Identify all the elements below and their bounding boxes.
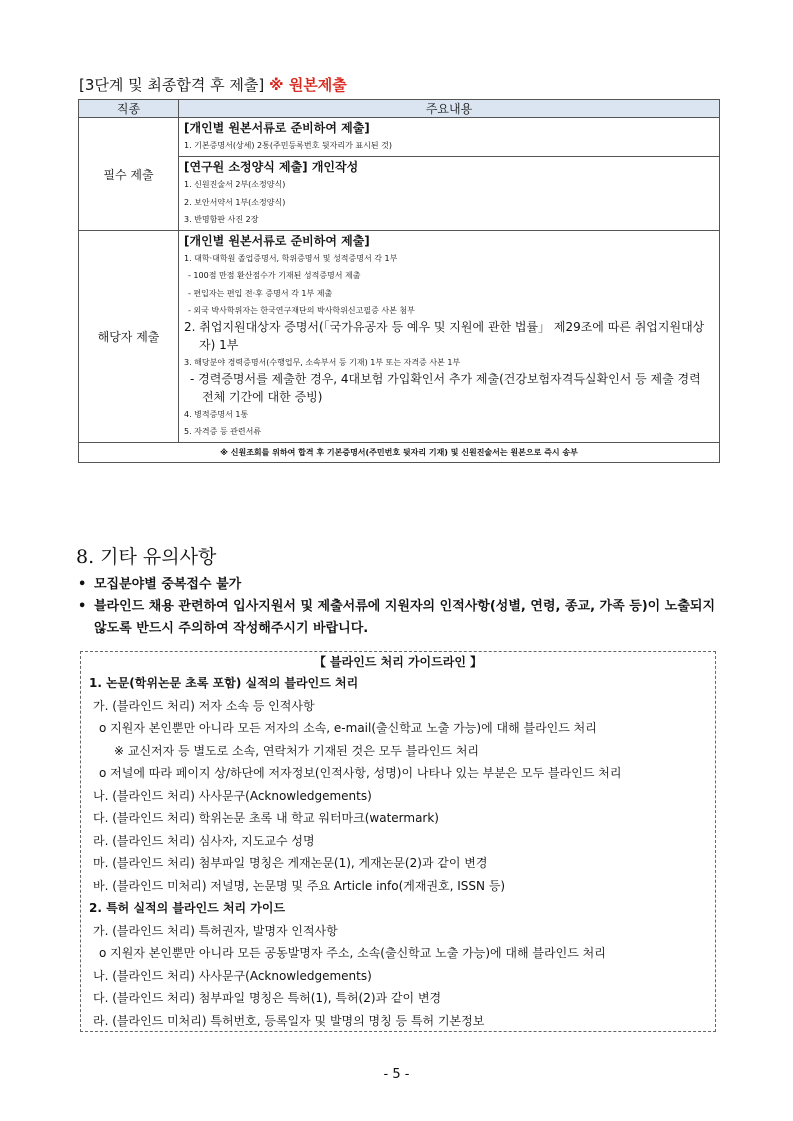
applicable-heading: [개인별 원본서류로 준비하여 제출] — [184, 234, 370, 249]
stage-title-text: [3단계 및 최종합격 후 제출] — [79, 76, 265, 94]
applicable-line: - 편입자는 편입 전·후 증명서 각 1부 제출 — [188, 288, 333, 298]
required-category: 필수 제출 — [79, 118, 179, 231]
original-submit-mark: ※ 원본제출 — [269, 76, 347, 94]
guideline-line: 라. (블라인드 처리) 심사자, 지도교수 성명 — [93, 833, 315, 848]
header-main-content: 주요내용 — [179, 100, 720, 118]
page-number: - 5 - — [383, 1067, 410, 1082]
bullet-text: 모집분야별 중복접수 불가 — [94, 577, 242, 592]
applicable-line: 1. 대학·대학원 졸업증명서, 학위증명서 및 성적증명서 각 1부 — [184, 254, 398, 264]
applicable-line: - 경력증명서를 제출한 경우, 4대보험 가입확인서 추가 제출(건강보험자격득실확인서 등 제출 경력 전체 기간에 대한 증빙) — [190, 372, 701, 404]
bullet-glyph: • — [78, 599, 87, 614]
bullet-text: 블라인드 채용 관련하여 입사지원서 및 제출서류에 지원자의 인적사항(성별, 연령, 종교, 가족 등)이 노출되지 않도록 반드시 주의하여 작성해주시기 바랍니다. — [94, 599, 716, 636]
table-header-row — [79, 100, 720, 118]
guideline-heading: 2. 특허 실적의 블라인드 처리 가이드 — [89, 901, 286, 915]
required-group-2-line: 3. 반명함판 사진 2장 — [184, 214, 259, 224]
guideline-line: 다. (블라인드 처리) 첨부파일 명칭은 특허(1), 특허(2)과 같이 변경 — [93, 991, 442, 1005]
applicable-line: - 외국 박사학위자는 한국연구재단의 박사학위신고필증 사본 첨부 — [188, 306, 415, 316]
required-group-1-heading: [개인별 원본서류로 준비하여 제출] — [184, 121, 370, 135]
guideline-line: 바. (블라인드 미처리) 저널명, 논문명 및 주요 Article info(게재권호, ISSN 등) — [93, 878, 506, 893]
bullet-item — [78, 574, 723, 596]
guideline-heading: 1. 논문(학위논문 초록 포함) 실적의 블라인드 처리 — [89, 676, 359, 690]
note-row — [79, 443, 720, 463]
guideline-line: o 저널에 따라 페이지 상/하단에 저자정보(인적사항, 성명)이 나타나 있는 부분은 모두 블라인드 처리 — [99, 766, 622, 780]
guideline-title: 【 블라인드 처리 가이드라인 】 — [313, 655, 483, 669]
bullet-glyph: • — [78, 577, 87, 592]
applicable-line: 2. 취업지원대상자 증명서(「국가유공자 등 예우 및 지원에 관한 법률」 제29조에 따른 취업지원대상자) 1부 — [184, 320, 705, 352]
header-job-type: 직종 — [79, 100, 179, 118]
required-group-2-heading: [연구원 소정양식 제출] 개인작성 — [184, 160, 359, 175]
guideline-line: ※ 교신저자 등 별도로 소속, 연락처가 기재된 것은 모두 블라인드 처리 — [114, 743, 479, 758]
applicable-row — [79, 231, 720, 443]
applicable-line: 3. 해당분야 경력증명서(수행업무, 소속부서 등 기재) 1부 또는 자격증 사본 1부 — [184, 357, 461, 367]
required-group-2-line: 2. 보안서약서 1부(소정양식) — [184, 197, 286, 207]
section-title: 8. 기타 유의사항 — [76, 546, 217, 568]
applicable-group — [179, 231, 720, 443]
guideline-line: 나. (블라인드 처리) 사사문구(Acknowledgements) — [93, 788, 372, 803]
required-group-1-line: 1. 기본증명서(상세) 2통(주민등록번호 뒷자리가 표시된 것) — [184, 141, 392, 150]
guideline-line: 다. (블라인드 처리) 학위논문 초록 내 학교 워터마크(watermark) — [93, 811, 439, 825]
required-group-2 — [179, 157, 720, 231]
guideline-line: 마. (블라인드 처리) 첨부파일 명칭은 게재논문(1), 게재논문(2)과 같이 변경 — [93, 856, 488, 870]
applicable-line: - 100점 만점 환산점수가 기재된 성적증명서 제출 — [188, 271, 361, 281]
required-group-1 — [179, 118, 720, 157]
guideline-line: 가. (블라인드 처리) 특허권자, 발명자 인적사항 — [93, 923, 338, 938]
blind-guideline-box — [80, 651, 716, 1032]
applicable-category: 해당자 제출 — [79, 231, 179, 443]
guideline-line: 나. (블라인드 처리) 사사문구(Acknowledgements) — [93, 968, 372, 983]
submission-table — [78, 99, 720, 463]
applicable-line: 5. 자격증 등 관련서류 — [184, 427, 262, 437]
applicable-line: 4. 병적증명서 1통 — [184, 409, 249, 419]
guideline-line: 라. (블라인드 미처리) 특허번호, 등록일자 및 발명의 명칭 등 특허 기본정보 — [93, 1013, 485, 1028]
guideline-line: o 지원자 본인뿐만 아니라 모든 저자의 소속, e-mail(출신학교 노출 가능)에 대해 블라인드 처리 — [99, 721, 597, 735]
required-group-2-line: 1. 신원진술서 2부(소정양식) — [184, 180, 286, 190]
required-row-1 — [79, 118, 720, 157]
guideline-line: o 지원자 본인뿐만 아니라 모든 공동발명자 주소, 소속(출신학교 노출 가능)에 대해 블라인드 처리 — [99, 946, 606, 960]
guideline-line: 가. (블라인드 처리) 저자 소속 등 인적사항 — [93, 698, 315, 713]
stage-title — [79, 74, 347, 95]
bullet-item — [78, 596, 723, 640]
table-note: ※ 신원조회를 위하여 합격 후 기본증명서(주민번호 뒷자리 기재) 및 신원진술서는 원본으로 즉시 송부 — [79, 443, 720, 463]
notice-bullets — [78, 574, 723, 640]
